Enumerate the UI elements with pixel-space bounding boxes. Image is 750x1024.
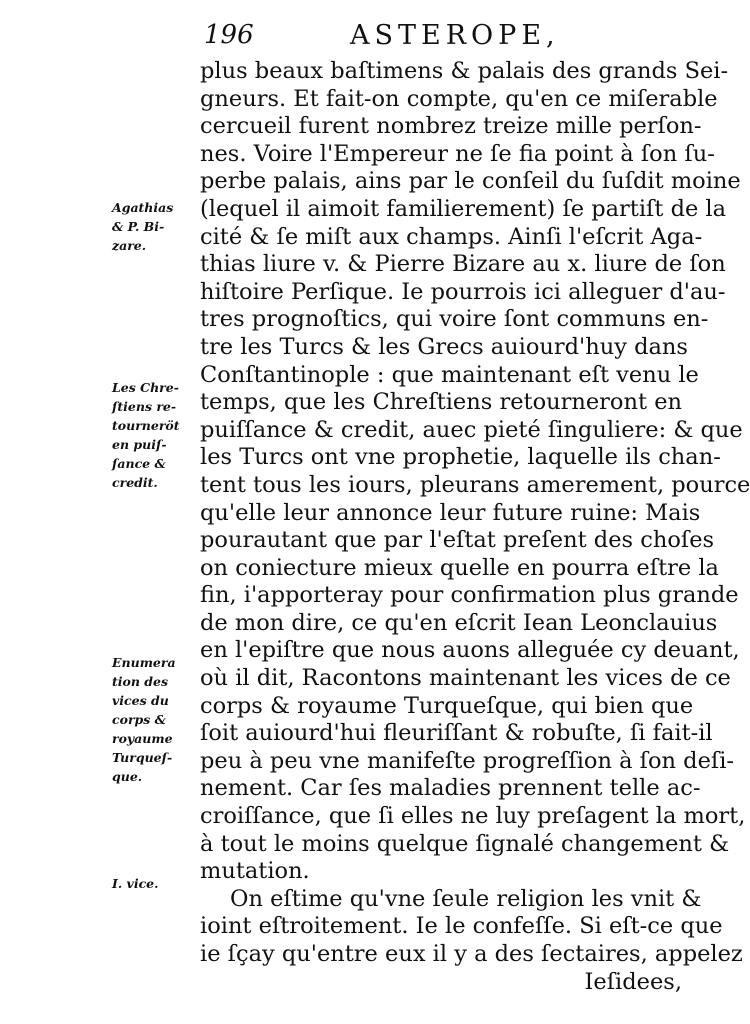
text-line: ie ſçay qu'entre eux il y a des ſectaires, appelez <box>200 941 743 967</box>
margin-note-line: zare. <box>112 238 147 253</box>
margin-note-line: vices du <box>112 693 169 708</box>
text-line: thias liure v. & Pierre Bizare au x. liure de ſon <box>200 251 726 278</box>
margin-note-line: Les Chre- <box>112 380 179 395</box>
text-line: en l'epiſtre que nous auons alleguée cy deuant, <box>200 637 740 664</box>
margin-note-line: Enumera <box>112 655 176 670</box>
text-line: (lequel il aimoit familierement) ſe partiſt de la <box>200 195 727 222</box>
text-line: tres prognoſtics, qui voire ſont communs en- <box>200 306 709 333</box>
text-line: plus beaux baſtimens & palais des grands Sei- <box>200 58 729 84</box>
text-line: pourautant que par l'eſtat preſent des choſes <box>200 527 715 554</box>
text-line: nement. Car ſes maladies prennent telle ac- <box>200 775 701 802</box>
text-line: tent tous les iours, pleurans amerement, pource <box>200 471 750 498</box>
text-line: qu'elle leur annonce leur future ruine: Mais <box>200 499 701 526</box>
text-line: nes. Voire l'Empereur ne ſe fia point à ſon ſu- <box>200 140 715 167</box>
text-line: On eſtime qu'vne ſeule religion les vnit & <box>230 885 702 912</box>
text-line: on coniecture mieux quelle en pourra eſtre la <box>200 554 719 581</box>
running-title: ASTEROPE, <box>350 20 560 51</box>
text-line: ſoit auiourd'hui fleuriſſant & robuſte, ſi fait-il <box>200 720 713 747</box>
margin-note <box>112 378 206 492</box>
margin-note-line: credit. <box>112 475 158 490</box>
margin-note-line: tion des <box>112 674 169 689</box>
margin-note-line: I. vice. <box>112 876 159 891</box>
text-line: de mon dire, ce qu'en eſcrit Iean Leonclauius <box>200 609 718 636</box>
text-line: croiſſance, que ſi elles ne luy preſagent la mort, <box>200 803 746 830</box>
margin-note-line: & P. Bi- <box>112 219 165 234</box>
margin-note-line: tourneröt <box>112 418 180 433</box>
text-line: où il dit, Racontons maintenant les vices de ce <box>200 665 731 692</box>
page-header <box>200 20 680 56</box>
margin-note-line: ſtiens re- <box>112 399 177 414</box>
margin-note-line: ſance & <box>112 456 166 471</box>
text-line: mutation. <box>200 858 310 885</box>
text-line: à tout le moins quelque ſignalé changement & <box>200 830 730 857</box>
page-number: 196 <box>204 20 254 50</box>
margin-note <box>112 653 206 786</box>
margin-note-line: Agathias <box>112 200 174 215</box>
margin-note <box>112 198 206 255</box>
text-line: ioint eſtroitement. Ie le confeſſe. Si eſt-ce que <box>200 913 723 940</box>
text-line: fin, i'apporteray pour confirmation plus grande <box>200 582 739 609</box>
text-line: cité & ſe miſt aux champs. Ainſi l'eſcrit Aga- <box>200 223 703 250</box>
text-line: perbe palais, ains par le conſeil du ſuſdit moine <box>200 168 741 195</box>
text-line: tre les Turcs & les Grecs auiourd'huy dans <box>200 333 688 360</box>
margin-note-line: corps & <box>112 712 166 727</box>
margin-note-line: en puiſ- <box>112 437 167 452</box>
text-line: Conſtantinople : que maintenant eſt venu le <box>200 361 699 388</box>
text-line: puiſſance & credit, auec pieté ſinguliere: & que <box>200 416 743 443</box>
text-line: peu à peu vne manifeſte progreſſion à ſon deſi- <box>200 747 735 774</box>
text-line: corps & royaume Turqueſque, qui bien que <box>200 692 694 719</box>
catchword: Ieſidees, <box>584 968 682 995</box>
margin-note <box>112 874 206 893</box>
body-text <box>200 58 750 996</box>
text-line: les Turcs ont vne prophetie, laquelle ils chan- <box>200 444 721 471</box>
margin-note-line: que. <box>112 769 143 784</box>
text-line: hiſtoire Perſique. Ie pourrois ici alleguer d'au- <box>200 278 726 305</box>
text-line: gneurs. Et fait-on compte, qu'en ce miſerable <box>200 85 718 112</box>
text-line: temps, que les Chreſtiens retourneront en <box>200 389 682 416</box>
text-line: cercueil furent nombrez treize mille perſon- <box>200 113 702 140</box>
margin-note-line: Turqueſ- <box>112 750 173 765</box>
margin-note-line: royaume <box>112 731 173 746</box>
